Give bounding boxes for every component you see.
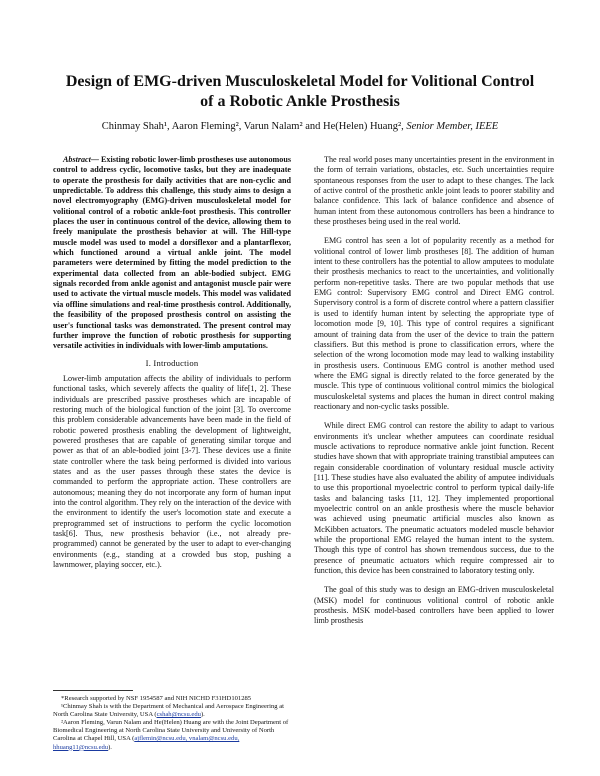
- footnote-rule: [53, 690, 133, 691]
- footnote-funding: *Research supported by NSF 1954587 and NIH NICHD F31HD101285: [61, 695, 252, 702]
- body-paragraph: The goal of this study was to design an EMG-driven musculoskeletal (MSK) model for continuous volitional control of robotic ankle prosthesis. MSK model-based controllers have been applied to lower limb prosthesis: [314, 585, 554, 626]
- body-paragraph: The real world poses many uncertainties present in the environment in the form of terrain variations, obstacles, etc. Such uncertainties require spontaneous responses from the user to adapt to these changes. The lack of active control of the prosthetic ankle joint leads to poorer stability and balance confidence. This lack of balance confidence and absence of human intent from these autonomous controllers has been a hindrance to these prostheses being used in the real world.: [314, 155, 554, 227]
- left-column: [53, 155, 291, 570]
- right-column: [314, 155, 554, 627]
- email-link[interactable]: ajflemin@ncsu.edu, vnalam@ncsu.edu, hhuang11@ncsu.edu: [53, 735, 240, 751]
- intro-paragraph: Lower-limb amputation affects the ability of individuals to perform functional tasks, which severely affects the quality of life[1, 2]. These individuals are prescribed passive prostheses which are incapable of restoring much of the biological function of the joint [3]. To overcome this problem considerable advancements have been made in the field of robotic powered prosthesis enabling the development of lightweight, powered prostheses that are capable of generating similar torque and power as that of an able-bodied joint [3-7]. These devices use a finite state controller where the task being performed is divided into various states and as the user passes through these states the device is commanded to perform the appropriate action. These controllers are autonomous; meaning they do not incorporate any form of human input into the control algorithm. They rely on the interaction of the device with the environment to identify the user's locomotion state and execute a preprogrammed set of instructions to perform the cyclic locomotion task[6]. Thus, new prosthesis behavior (i.e., not already pre-programmed) cannot be generated by the user to adapt to ever-changing environments (e.g., standing at a crowded bus stop, pushing a lawnmower, playing soccer, etc.).: [53, 373, 291, 570]
- abstract: [53, 155, 291, 352]
- paper-title: Design of EMG-driven Musculoskeletal Model for Volitional Control of a Robotic Ankle Prosthesis: [65, 73, 535, 110]
- abstract-text: Existing robotic lower-limb prostheses use autonomous control to address cyclic, locomotive tasks, but they are inadequate to operate the prosthesis for daily activities that are non-cyclic and unpredictable. To address this challenge, this study aims to design a novel electromyography (EMG)-driven musculoskeletal model for volitional control of a robotic ankle-foot prosthesis. This controller places the user in continuous control of the device, allowing them to freely manipulate the prosthesis behavior at will. The Hill-type muscle model was used to model a dorsiflexor and a plantarflexor, which functioned around a virtual ankle joint. The model parameters were determined by fitting the model prediction to the experimental data collected from an able-bodied subject. EMG signals recorded from ankle agonist and antagonist muscle pair were used to activate the virtual muscle models. This model was validated via offline simulations and real-time prosthesis control. Additionally, the feasibility of the proposed prosthesis control on assisting the user's functional tasks was demonstrated. The present control may further improve the function of robotic prosthesis for supporting versatile activities in individuals with lower-limb amputations.: [53, 155, 291, 351]
- section-heading-introduction: I. Introduction: [145, 357, 199, 368]
- footnote-affiliation-2: ²Aaron Fleming, Varun Nalam and He(Helen) Huang are with the Joint Department of Biomedical Engineering at North Carolina State University and University of North Carolina at Chapel Hill, USA (ajflemin@ncsu.edu, vnalam@ncsu.edu, hhuang11@ncsu.edu).: [53, 719, 289, 751]
- body-paragraph: EMG control has seen a lot of popularity recently as a method for volitional control of lower limb prostheses [8]. The addition of human intent to these controllers has the potential to allow amputees to modulate their prosthesis mechanics to react to the uncertainties, and volitionally perform non-repetitive tasks. There are two popular methods that use EMG control: Supervisory EMG control and Direct EMG control. Supervisory control is a form of discrete control where a pattern classifier is used to identify human intent by selecting the appropriate type of locomotion mode [9, 10]. This type of control requires a significant amount of training data from the user of the device to train the pattern classifiers. But this method is prone to classification errors, where the selection of the wrong locomotion mode may lead to walking instability in prosthesis users. Continuous EMG control is another method used where the EMG signal is directly related to the force generated by the muscle. This type of continuous volitional control mimics the biological musculoskeletal systems and places the human in direct control making reactionary and non-cyclic tasks possible.: [314, 236, 554, 411]
- author-role: Senior Member, IEEE: [406, 121, 499, 132]
- body-paragraph: While direct EMG control can restore the ability to adapt to various environments it's unclear whether amputees can coordinate residual muscle activations to reproduce normative ankle joint function. Recent studies have shown that with appropriate training transtibial amputees can regain considerable coordination of voluntary residual muscle activity [11]. These studies have also evaluated the ability of amputee individuals to use this proportional myoelectric control to perform typical daily-life tasks and balancing tasks [11, 12]. They implemented proportional myoelectric control on an ankle prosthesis where the muscle behavior was achieved using pneumatic artificial muscles also known as McKibben actuators. The pneumatic actuators modeled muscle behavior while the proportional EMG relayed the human intent to the system. Though this type of control has shown tremendous success, due to the presence of pneumatic actuators which require compressed air to function, this device has been constrained to laboratory testing only.: [314, 421, 554, 576]
- email-link[interactable]: cshah@ncsu.edu: [156, 711, 201, 719]
- author-names: Chinmay Shah¹, Aaron Fleming², Varun Nalam² and He(Helen) Huang²,: [101, 121, 404, 132]
- footnotes: [53, 690, 291, 752]
- author-line: [40, 120, 560, 134]
- abstract-label: Abstract—: [63, 155, 99, 164]
- footnote-affiliation-1: ¹Chinmay Shah is with the Department of Mechanical and Aerospace Engineering at North Carolina State University, USA (cshah@ncsu.edu).: [53, 703, 284, 719]
